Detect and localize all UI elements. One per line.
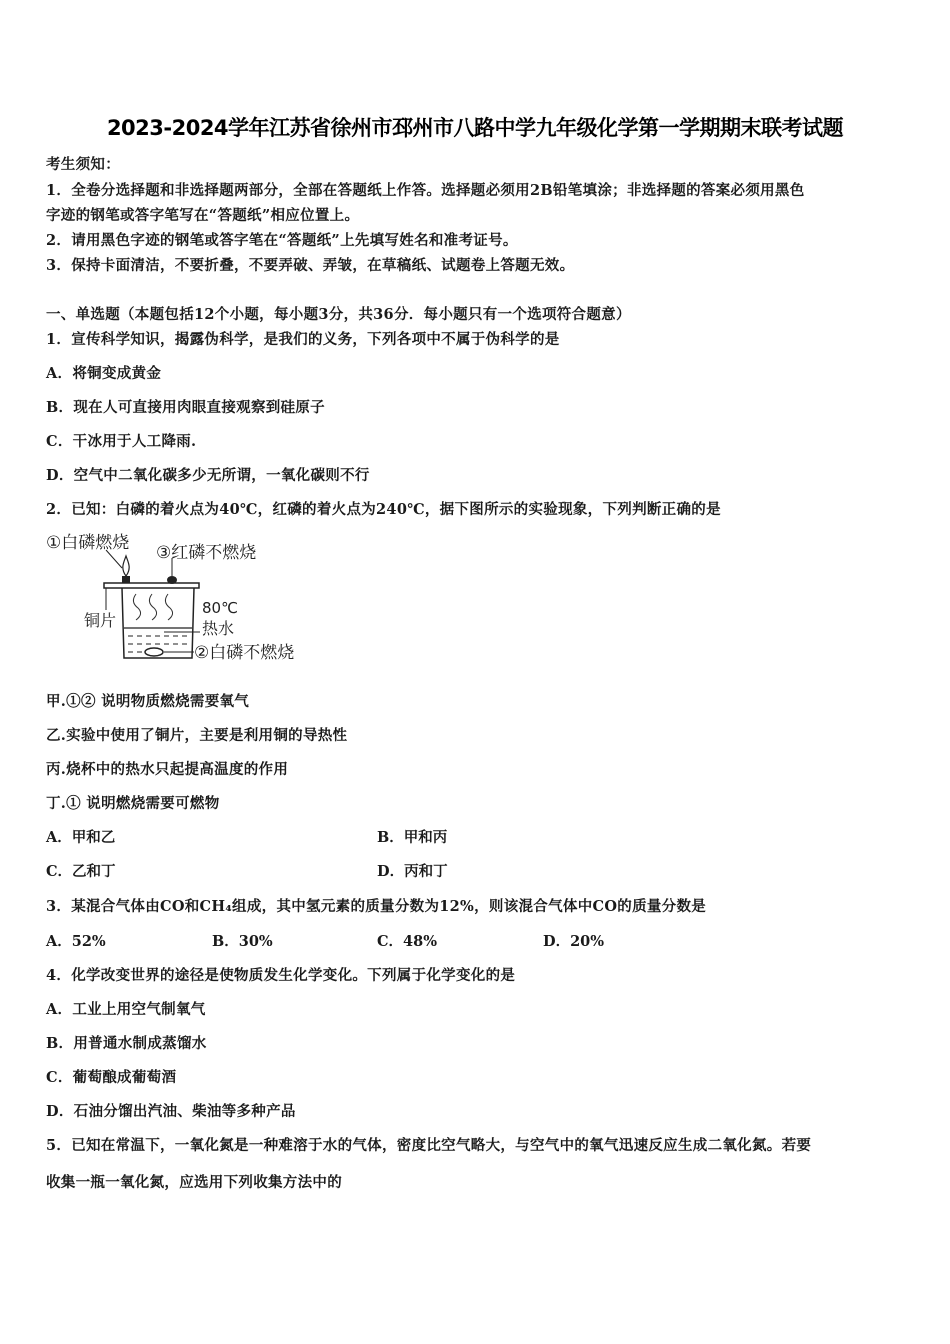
notice-item-1a: 1．全卷分选择题和非选择题两部分，全部在答题纸上作答。选择题必须用2B铅笔填涂；非选择题的答案必须用黑色 [46,182,805,199]
q1-option-c: C．干冰用于人工降雨. [46,433,197,450]
figure-label-water: 热水 [202,619,235,638]
q3-option-d: D．20% [543,933,605,950]
figure-label-3: ③红磷不燃烧 [156,543,257,563]
q2-stem: 2．已知：白磷的着火点为40℃，红磷的着火点为240℃，据下图所示的实验现象，下列判断正确的是 [46,501,721,518]
notice-heading: 考生须知： [46,156,120,173]
q4-option-c: C．葡萄酿成葡萄酒 [46,1069,177,1086]
figure-label-2: ②白磷不燃烧 [194,643,295,663]
figure-label-copper: 铜片 [84,611,117,630]
figure-label-1: ①白磷燃烧 [46,533,130,553]
page-title: 2023-2024学年江苏省徐州市邳州市八路中学九年级化学第一学期期末联考试题 [106,116,844,140]
notice-item-2: 2．请用黑色字迹的钢笔或答字笔在“答题纸”上先填写姓名和准考证号。 [46,232,518,249]
q3-stem: 3．某混合气体由CO和CH₄组成，其中氢元素的质量分数为12%，则该混合气体中CO的质量分数是 [46,898,707,915]
q3-option-c: C．48% [377,933,437,950]
q2-statement-ding: 丁.① 说明燃烧需要可燃物 [46,795,220,812]
q3-option-b: B．30% [212,933,273,950]
q2-statement-yi: 乙.实验中使用了铜片，主要是利用铜的导热性 [46,727,348,744]
q4-option-b: B．用普通水制成蒸馏水 [46,1035,207,1052]
q4-stem: 4．化学改变世界的途径是使物质发生化学变化。下列属于化学变化的是 [46,967,516,984]
section-heading: 一、单选题（本题包括12个小题，每小题3分，共36分．每小题只有一个选项符合题意） [46,306,631,323]
q5-stem-line1: 5．已知在常温下，一氧化氮是一种难溶于水的气体，密度比空气略大，与空气中的氧气迅速反应生成二氧化氮。若要 [46,1137,812,1154]
q2-statement-jia: 甲.①② 说明物质燃烧需要氧气 [46,693,250,710]
q2-statement-bing: 丙.烧杯中的热水只起提高温度的作用 [46,761,289,778]
q1-option-d: D．空气中二氧化碳多少无所谓，一氧化碳则不行 [46,467,370,484]
q4-option-d: D．石油分馏出汽油、柴油等多种产品 [46,1103,296,1120]
q2-option-d: D．丙和丁 [377,863,448,880]
q5-stem-line2: 收集一瓶一氧化氮，应选用下列收集方法中的 [46,1174,342,1191]
q2-option-c: C．乙和丁 [46,863,116,880]
q1-stem: 1．宣传科学知识，揭露伪科学，是我们的义务，下列各项中不属于伪科学的是 [46,331,560,348]
notice-item-3: 3．保持卡面清洁，不要折叠，不要弄破、弄皱，在草稿纸、试题卷上答题无效。 [46,257,575,274]
notice-item-1b: 字迹的钢笔或答字笔写在“答题纸”相应位置上。 [46,207,360,224]
q3-option-a: A．52% [46,933,106,950]
q2-option-a: A．甲和乙 [46,829,116,846]
q4-option-a: A．工业上用空气制氧气 [46,1001,206,1018]
combustion-experiment-figure [44,528,314,668]
q2-option-b: B．甲和丙 [377,829,448,846]
figure-label-temp: 80℃ [202,599,238,617]
q1-option-a: A．将铜变成黄金 [46,365,162,382]
q1-option-b: B．现在人可直接用肉眼直接观察到硅原子 [46,399,325,416]
